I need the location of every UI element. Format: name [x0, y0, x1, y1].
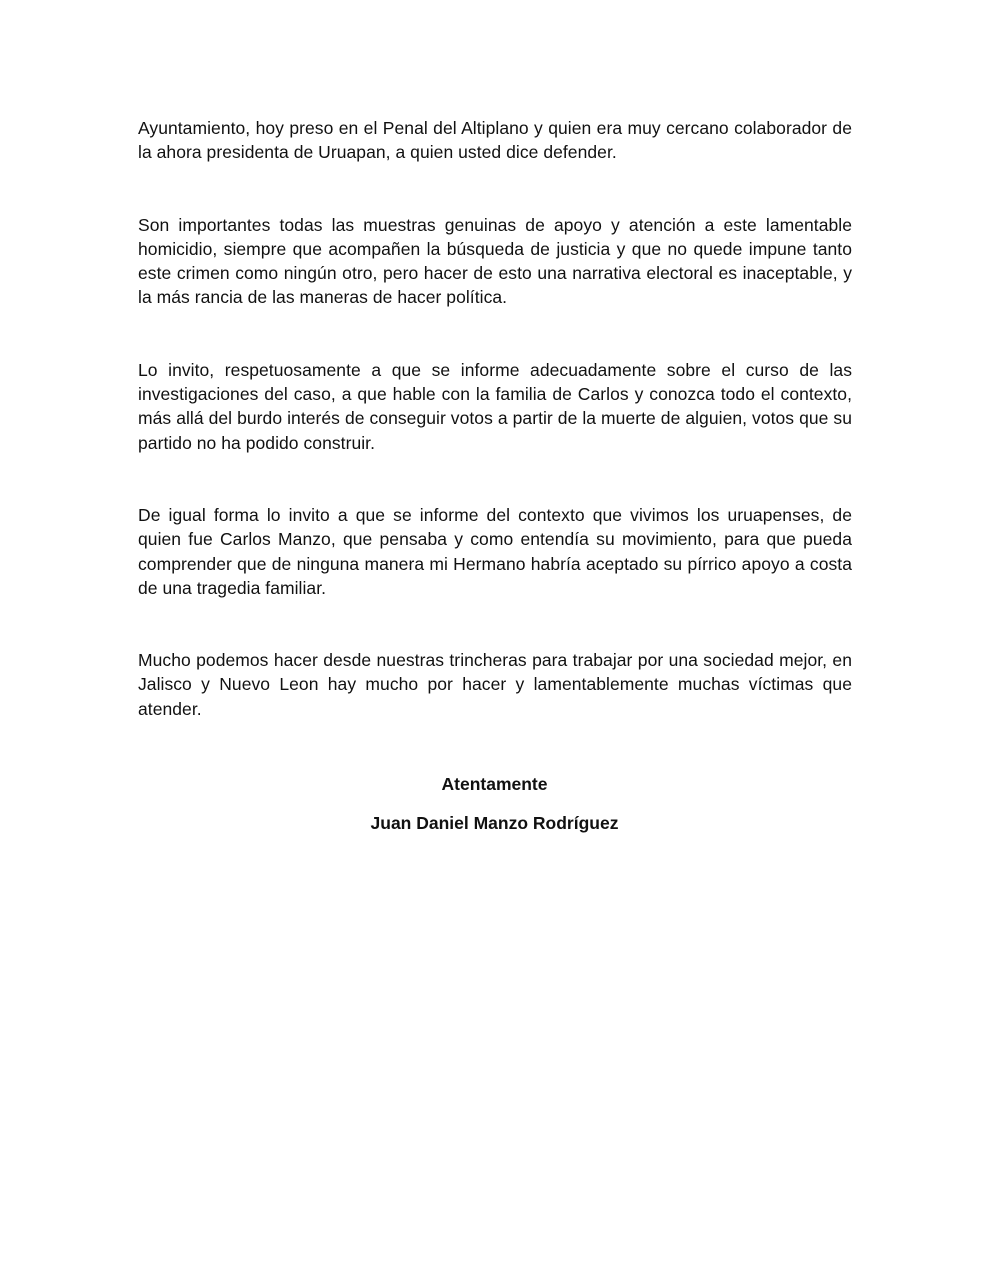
paragraph-3: Lo invito, respetuosamente a que se informe adecuadamente sobre el curso de las investigaciones del caso, a que hable con la familia de Carlos y conozca todo el contexto, más allá del burdo interés de conseguir votos a partir de la muerte de alguien, votos que su partido no ha podido construir.	[138, 359, 852, 453]
paragraph-2: Son importantes todas las muestras genuinas de apoyo y atención a este lamentable homicidio, siempre que acompañen la búsqueda de justicia y que no quede impune tanto este crimen como ningún otro, pero hacer de esto una narrativa electoral es inaceptable, y la más rancia de las maneras de hacer política.	[138, 214, 852, 308]
closing-salutation: Atentamente	[441, 774, 548, 794]
letter-body	[138, 116, 852, 721]
paragraph-5: Mucho podemos hacer desde nuestras trincheras para trabajar por una sociedad mejor, en Jalisco y Nuevo Leon hay mucho por hacer y lamentablemente muchas víctimas que atender.	[138, 650, 852, 719]
paragraph-1: Ayuntamiento, hoy preso en el Penal del Altiplano y quien era muy cercano colaborador de la ahora presidenta de Uruapan, a quien usted dice defender.	[138, 118, 852, 163]
paragraph-4: De igual forma lo invito a que se informe del contexto que vivimos los uruapenses, de quien fue Carlos Manzo, que pensaba y como entendía su movimiento, para que pueda comprender que de ninguna manera mi Hermano habría aceptado su pírrico apoyo a costa de una tragedia familiar.	[138, 504, 852, 598]
signature-name: Juan Daniel Manzo Rodríguez	[370, 813, 619, 833]
